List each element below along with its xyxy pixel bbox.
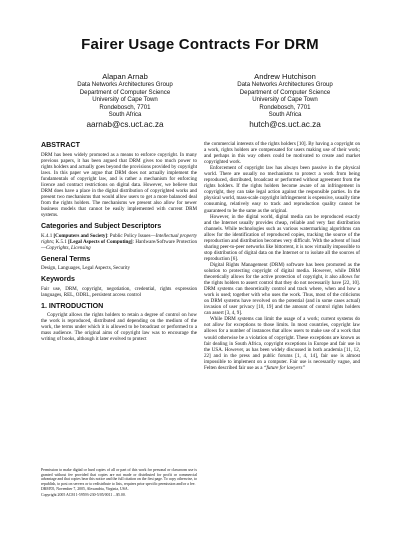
author-country: South Africa xyxy=(268,111,302,119)
author-country: South Africa xyxy=(108,111,142,119)
intro-heading: 1. INTRODUCTION xyxy=(41,301,104,310)
author-city: Rondebosch, 7701 xyxy=(259,103,311,111)
general-terms-text: Design, Languages, Legal Aspects, Security xyxy=(41,265,130,272)
author-group: Data Networks Architectures Group xyxy=(77,81,173,88)
permission-notice xyxy=(41,468,197,498)
permission-text: Permission to make digital or hard copies of all or part of this work for personal or classroom use is granted without fee provided that copies are not made or distributed for profit or commercial advantage and that copies bear this notice and the full citation on the first page. To copy otherwise, to republish, to post on servers or to redistribute to lists, requires prior specific permission and/or a fee. xyxy=(41,468,197,486)
paper-title: Fairer Usage Contracts For DRM xyxy=(81,36,319,53)
abstract-text: DRM has been widely promoted as a means to enforce copyright. In many previous papers, it has been argued that DRM gives too much power to rights holders and actually goes beyond the provisions provided by copyright laws. In this paper we argue that DRM does not actually implement the fundamentals of copyright law, and is rather a mechanism for enforcing licence and contract restrictions on digital data. However, we believe that DRM does have a place in the digital distribution of copyrighted works and present two mechanisms that would allow users to get a more balanced deal from the rights holders. The mechanisms we present also allow for newer business models that cannot be easily implemented with current DRM systems. xyxy=(41,151,197,218)
right-column xyxy=(204,141,360,371)
author-univ: University of Cape Town xyxy=(252,96,318,104)
author-email: aarnab@cs.uct.ac.za xyxy=(86,119,164,129)
body-paragraph: However, in the digital world, digital media can be reproduced exactly and the Internet usually provides cheap, reliable and very fast distribution channels. While technologies such as various watermarking algorithms can allow for the identification of reproduced copies, tracking the source of the reproduction and distribution becomes very difficult. With the advent of load sharing peer-to-peer networks like bittorrent, it is now virtually impossible to stop distribution of digital data on the Internet or to isolate all the sources of reproduction [6]. xyxy=(204,213,360,262)
author-univ: University of Cape Town xyxy=(92,96,158,104)
intro-text: Copyright allows the rights holders to retain a degree of control on how the work is reproduced, distributed and depending on the medium of the work, the terms under which it is allowed to be broadcast or performed to a mass audience. The original aims of copyright law was to encourage the writing of books, although it later evolved to protect xyxy=(41,312,197,343)
category-code: ; K.5.1 xyxy=(52,238,69,245)
category-name: [Legal Aspects of Computing] xyxy=(68,238,133,245)
body-paragraph: Digital Rights Management (DRM) software has been promoted as the solution to protecting copyright of digital media. However, while DRM theoretically allows for the active protection of copyright, it also allows for the rights holders to assert control that they do not necessarily have [22, 10]. DRM systems can theoretically control and track where, when and how a work is used; together with who uses the work. Thus, most of the criticisms on DRM systems have revolved on the potential (and in some cases actual) invasion of user privacy [10, 19] and the amount of control rights holders can assert [3, 4, 9]. xyxy=(204,261,360,317)
conference-line: DRM'05, November 7, 2005, Alexandria, Virginia, USA. xyxy=(41,487,129,492)
author-name: Alapan Arnab xyxy=(102,72,148,81)
body-quote: “future for lawyers” xyxy=(263,364,306,371)
left-column xyxy=(41,141,197,343)
category-subject: Copyrights, Licensing xyxy=(46,244,91,251)
category-desc: : Public Policy Issues— xyxy=(107,232,156,239)
keywords-text: Fair use, DRM, copyright, negotiation, credential, rights expression languages, REL, ODRL, persistent access control xyxy=(41,285,197,298)
body-paragraph: the commercial interests of the rights holders [10]. By having a copyright on a work, rights holders are compensated for users making use of their work; and perhaps in this way others could be motivated to create and market copyrighted work. xyxy=(204,141,360,166)
author-city: Rondebosch, 7701 xyxy=(99,103,151,111)
abstract-heading: ABSTRACT xyxy=(41,141,81,149)
author-name: Andrew Hutchison xyxy=(254,72,316,81)
category-name: [Computers and Society] xyxy=(53,232,108,239)
category-code: K.4.1 xyxy=(41,232,54,239)
author-group: Data Networks Architectures Group xyxy=(237,81,333,88)
categories-heading: Categories and Subject Descriptors xyxy=(41,222,162,231)
body-paragraph xyxy=(204,316,360,370)
author-email: hutch@cs.uct.ac.za xyxy=(249,119,321,129)
body-text: While DRM systems can limit the usage of a work; current systems do not allow for exceptions to those limits. In most countries, copyright law allows for a number of instances that allow users to make use of a work that would otherwise be a violation of copyright. These exceptions are known as fair dealing in South Africa, copyright exceptions in Europe and fair use in the USA. However, as has been widely discussed in both academia [11, 12, 22] and in the press and public forums [1, 4, 14], fair use is almost impossible to implement on a computer. Fair use is necessarily vague, and Felten described fair use as a xyxy=(204,316,360,371)
body-paragraph: Enforcement of copyright law has always been passive in the physical world. There are usually no mechanisms to protect a work from being reproduced, distributed, broadcast or performed without agreement from the rights holders. If the rights holders become aware of an infringement in copyright, they can take legal action against the responsible parties. In the physical world, mass-scale copyright infringement is expensive, usually time consuming, relatively easy to track and reproduction quality cannot be guaranteed to be the same as the original. xyxy=(204,165,360,214)
category-desc: : Hardware/Software Protection— xyxy=(41,238,197,251)
keywords-heading: Keywords xyxy=(41,275,75,284)
author-dept: Department of Computer Science xyxy=(239,88,331,96)
category-subject: Intellectual property rights xyxy=(41,232,197,245)
author-block-1 xyxy=(50,72,200,130)
general-terms-heading: General Terms xyxy=(41,254,91,263)
author-dept: Department of Computer Science xyxy=(79,88,171,96)
categories-text xyxy=(41,233,197,251)
copyright-line: Copyright 2005 ACM 1-59593-230-5/05/0011 ...$5.00. xyxy=(41,492,126,497)
author-block-2 xyxy=(210,72,360,130)
